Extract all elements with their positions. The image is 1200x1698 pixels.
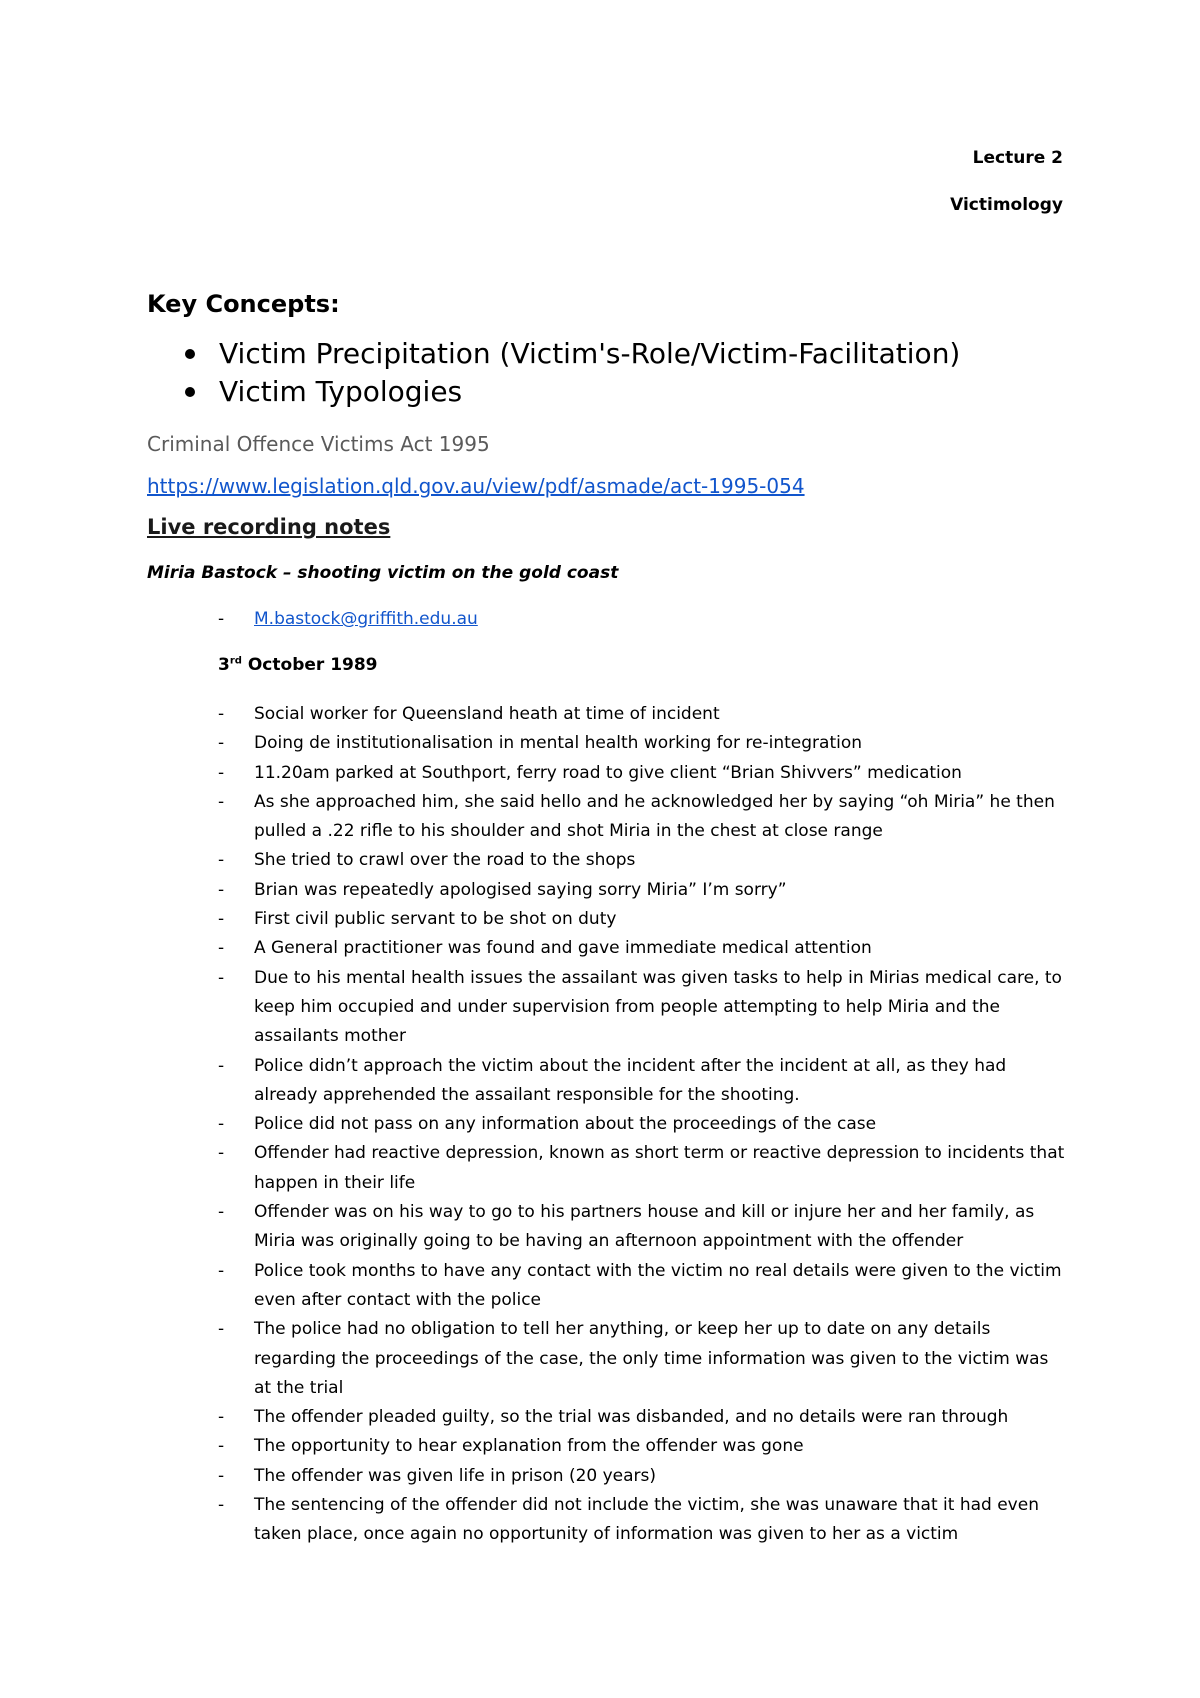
dash-marker: -: [218, 733, 225, 754]
key-concept-item: [147, 373, 960, 411]
note-text: Police did not pass on any information about the proceedings of the case: [254, 1114, 877, 1135]
list-item: [218, 934, 1068, 963]
note-text: 11.20am parked at Southport, ferry road to give client “Brian Shivvers” medication: [254, 762, 962, 783]
date-rest: October 1989: [241, 655, 378, 675]
email-link[interactable]: M.bastock@griffith.edu.au: [254, 609, 478, 629]
list-item: [218, 1052, 1068, 1111]
list-item: [218, 1198, 1068, 1257]
list-item: [218, 846, 1068, 875]
list-item: [218, 1462, 1068, 1491]
list-item: [218, 1110, 1068, 1139]
live-notes-heading: Live recording notes: [147, 515, 391, 539]
list-item: [218, 729, 1068, 758]
dash-marker: -: [218, 609, 225, 629]
dash-marker: -: [218, 1114, 225, 1135]
list-item: [218, 1491, 1068, 1550]
bullet-icon: [185, 387, 195, 397]
note-text: The opportunity to hear explanation from the offender was gone: [254, 1436, 804, 1457]
date-suffix: rd: [229, 655, 242, 667]
key-concept-text: Victim Precipitation (Victim's-Role/Victim-Facilitation): [219, 337, 961, 370]
note-text: Police didn’t approach the victim about the incident after the incident at all, as they had already apprehended the assailant responsible for the shooting.: [254, 1055, 1007, 1105]
key-concept-text: Victim Typologies: [219, 375, 463, 408]
dash-marker: -: [218, 1407, 225, 1428]
lecture-number: Lecture 2: [972, 148, 1063, 168]
key-concepts-list: [147, 335, 960, 411]
dash-marker: -: [218, 1495, 225, 1516]
list-item: [218, 759, 1068, 788]
note-text: A General practitioner was found and gave immediate medical attention: [254, 938, 872, 959]
list-item: [218, 700, 1068, 729]
list-item: [218, 905, 1068, 934]
note-text: The sentencing of the offender did not include the victim, she was unaware that it had even taken place, once again no opportunity of information was given to her as a victim: [254, 1495, 1039, 1545]
act-title: Criminal Offence Victims Act 1995: [147, 432, 490, 456]
list-item: [218, 1315, 1068, 1403]
note-text: She tried to crawl over the road to the shops: [254, 850, 636, 871]
note-text: Social worker for Queensland heath at time of incident: [254, 704, 720, 724]
dash-marker: -: [218, 1055, 225, 1076]
dash-marker: -: [218, 1202, 225, 1223]
note-text: As she approached him, she said hello and he acknowledged her by saying “oh Miria” he then pulled a .22 rifle to his shoulder and shot Miria in the chest at close range: [254, 791, 1055, 842]
dash-marker: -: [218, 762, 225, 783]
speaker-line: Miria Bastock – shooting victim on the gold coast: [147, 563, 619, 583]
dash-marker: -: [218, 1260, 225, 1281]
incident-date: [218, 655, 378, 675]
list-item: [218, 788, 1068, 847]
subject-title: Victimology: [950, 195, 1063, 215]
note-text: Due to his mental health issues the assailant was given tasks to help in Mirias medical care, to keep him occupied and under supervision from people attempting to help Miria and the assailants mother: [254, 967, 1062, 1047]
dash-marker: -: [218, 1143, 225, 1164]
bullet-icon: [185, 349, 195, 359]
note-text: The offender pleaded guilty, so the trial was disbanded, and no details were ran through: [254, 1407, 1009, 1428]
note-text: Offender was on his way to go to his partners house and kill or injure her and her family, as Miria was originally going to be having an afternoon appointment with the offender: [254, 1202, 1035, 1252]
note-text: Doing de institutionalisation in mental health working for re-integration: [254, 733, 863, 754]
key-concepts-heading: Key Concepts:: [147, 290, 340, 318]
notes-list: [218, 700, 1068, 1550]
dash-marker: -: [218, 1436, 225, 1457]
note-text: The police had no obligation to tell her anything, or keep her up to date on any details regarding the proceedings of the case, the only time information was given to the victim was at the trial: [254, 1319, 1049, 1398]
list-item: [218, 1139, 1068, 1198]
dash-marker: -: [218, 938, 225, 959]
date-day: 3: [218, 655, 230, 675]
dash-marker: -: [218, 850, 225, 871]
dash-marker: -: [218, 1465, 225, 1486]
dash-marker: -: [218, 879, 225, 900]
note-text: Brian was repeatedly apologised saying sorry Miria” I’m sorry”: [254, 879, 787, 900]
dash-marker: -: [218, 791, 225, 812]
list-item: [218, 1257, 1068, 1316]
note-text: Offender had reactive depression, known as short term or reactive depression to incidents that happen in their life: [254, 1143, 1065, 1193]
list-item: [218, 964, 1068, 1052]
dash-marker: -: [218, 1319, 225, 1340]
note-text: The offender was given life in prison (20 years): [254, 1465, 657, 1486]
note-text: Police took months to have any contact with the victim no real details were given to the victim even after contact with the police: [254, 1260, 1062, 1310]
list-item: [218, 1403, 1068, 1432]
dash-marker: -: [218, 704, 225, 724]
note-text: First civil public servant to be shot on duty: [254, 909, 617, 930]
list-item: [218, 876, 1068, 905]
act-link[interactable]: https://www.legislation.qld.gov.au/view/pdf/asmade/act-1995-054: [147, 474, 805, 498]
key-concept-item: [147, 335, 960, 373]
dash-marker: -: [218, 967, 225, 988]
list-item: [218, 1432, 1068, 1461]
dash-marker: -: [218, 909, 225, 930]
